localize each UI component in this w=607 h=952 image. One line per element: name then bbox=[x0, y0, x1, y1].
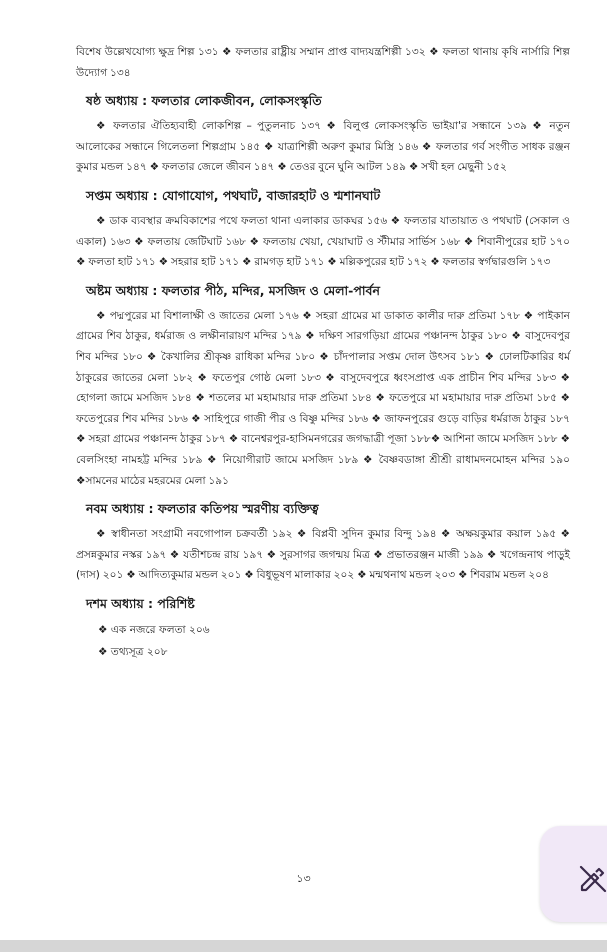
edit-fab-button[interactable] bbox=[540, 826, 607, 922]
chapter-10-heading: দশম অধ্যায় : পরিশিষ্ট bbox=[86, 595, 195, 611]
page-number: ১৩ bbox=[296, 872, 311, 885]
chapter-6-entries: ❖ ফলতার ঐতিহ্যবাহী লোকশিল্প – পুতুলনাচ ১৩৭ ❖ বিলুপ্ত লোকসংস্কৃতি ভাইয়া'র সন্ধানে ১৩৯ ❖ নতুন আলোকের সন্ধানে গিলেতলা শিল্পগ্রাম ১৪৫ ❖ যাত্রাশিল্পী অরুণ কুমার মিস্ত্রি ১৪৬ ❖ ফলতার গর্ব সংগীত সাধক রঞ্জন কুমার মন্ডল ১৪৭ ❖ ফলতার জেলে জীবন ১৪৭ ❖ তেওর বুনে ঘুনি আটল ১৪৯ ❖ সখী হল মেছুনী ১৫২ bbox=[76, 120, 570, 174]
chapter-6-heading: ষষ্ঠ অধ্যায় : ফলতার লোকজীবন, লোকসংস্কৃতি bbox=[86, 93, 322, 109]
chapter-7-heading: সপ্তম অধ্যায় : যোগাযোগ, পথঘাট, বাজারহাট ও শ্মশানঘাট bbox=[86, 187, 381, 203]
chapter-8-heading: অষ্টম অধ্যায় : ফলতার পীঠ, মন্দির, মসজিদ ও মেলা-পার্বন bbox=[86, 282, 380, 298]
chapter-8-entries: ❖ পদ্মপুরের মা বিশালাক্ষী ও জাতের মেলা ১৭৬ ❖ সহরা গ্রামের মা ডাকাত কালীর দারু প্রতিমা ১৭৮ ❖ পাইকান গ্রামের শিব ঠাকুর, ধর্মরাজ ও লক্ষীনারায়ণ মন্দির ১৭৯ ❖ দক্ষিণ সারগড়িয়া গ্রামের পঞ্চানন্দ ঠাকুর ১৮০ ❖ বাসুদেবপুর শিব মন্দির ১৮০ ❖ কৈখালির শ্রীকৃষ্ণ রাধিকা মন্দির ১৮০ ❖ চাঁদপালার সপ্তম দোল উৎসব ১৮১ ❖ ঢোলটিকারির ধর্ম ঠাকুরের জাতের মেলা ১৮২ ❖ ফতেপুর গোষ্ঠ মেলা ১৮৩ ❖ বাসুদেবপুরে ধ্বংসপ্রাপ্ত এক প্রাচীন শিব মন্দির ১৮৩ ❖ হোগলা জামে মসজিদ ১৮৪ ❖ শতলের মা মহামায়ার দারু প্রতিমা ১৮৪ ❖ ফতেপুরে মা মহামায়ার দারু প্রতিমা ১৮৫ ❖ ফতেপুরের শিব মন্দির ১৮৬ ❖ সাহিপুরে গাজী পীর ও বিষ্ণু মন্দির ১৮৬ ❖ জাফনপুরের গুড়ে বাড়ির ধর্মরাজ ঠাকুর ১৮৭ ❖ সহরা গ্রামের পঞ্চানন্দ ঠাকুর ১৮৭ ❖ বানেশ্বরপুর-হাসিমনগরের জগদ্ধাত্রী পূজা ১৮৮❖ আশিনা জামে মসজিদ ১৮৮ ❖ বেলসিংহা নামহট্ট মন্দির ১৮৯ ❖ নিয়োগীরাট জামে মসজিদ ১৮৯ ❖ বৈষ্ণবডাঙ্গা শ্রীশ্রী রাধামদনমোহন মন্দির ১৯০ ❖সামনের মাঠের মহরমের মেলা ১৯১ bbox=[76, 309, 570, 487]
intro-paragraph: বিশেষ উল্লেখযোগ্য ক্ষুদ্র শিল্প ১৩১ ❖ ফলতার রাষ্ট্রীয় সম্মান প্রাপ্ত বাদ্যযন্ত্রশিল্পী ১৩২ ❖ ফলতা থানায় কৃষি নার্সারি শিল্প উদ্যোগ ১৩৪ bbox=[76, 46, 570, 79]
pencil-slash-icon bbox=[578, 864, 607, 894]
appendix-item: ❖ তথ্যসূত্র ২০৮ bbox=[98, 645, 168, 658]
chapter-9-heading: নবম অধ্যায় : ফলতার কতিপয় স্মরণীয় ব্যক্তিত্ব bbox=[86, 501, 319, 517]
bottom-edge bbox=[0, 940, 607, 952]
chapter-7-entries: ❖ ডাক ব্যবস্থার ক্রমবিকাশের পথে ফলতা থানা এলাকার ডাকঘর ১৫৬ ❖ ফলতার যাতায়াত ও পথঘাট (সেকাল ও একাল) ১৬৩ ❖ ফলতায় জেটিঘাট ১৬৮ ❖ ফলতায় খেয়া, খেয়াঘাট ও স্টীমার সার্ভিস ১৬৮ ❖ শিবানীপুরের হাট ১৭০ ❖ ফলতা হাট ১৭১ ❖ সহরার হাট ১৭১ ❖ রামগড় হাট ১৭১ ❖ মল্লিকপুরের হাট ১৭২ ❖ ফলতার স্বর্গদ্বারগুলি ১৭৩ bbox=[76, 214, 570, 269]
table-of-contents bbox=[76, 42, 570, 663]
appendix-item: ❖ এক নজরে ফলতা ২০৬ bbox=[98, 623, 210, 636]
chapter-9-entries: ❖ স্বাধীনতা সংগ্রামী নবগোপাল চক্রবর্তী ১৯২ ❖ বিপ্লবী সুদিন কুমার বিন্দু ১৯৪ ❖ অক্ষয়কুমার কয়াল ১৯৫ ❖ প্রসন্নকুমার নস্কর ১৯৭ ❖ যতীশচন্দ্র রায় ১৯৭ ❖ সুরসাগর জগন্ময় মিত্র ❖ প্রভাতরঞ্জন মাজী ১৯৯ ❖ খগেন্দ্রনাথ পাড়ুই (দাস) ২০১ ❖ আদিত্যকুমার মন্ডল ২০১ ❖ বিধুভূষণ মালাকার ২০২ ❖ মন্মথনাথ মন্ডল ২০৩ ❖ শিবরাম মন্ডল ২০৪ bbox=[76, 528, 570, 582]
